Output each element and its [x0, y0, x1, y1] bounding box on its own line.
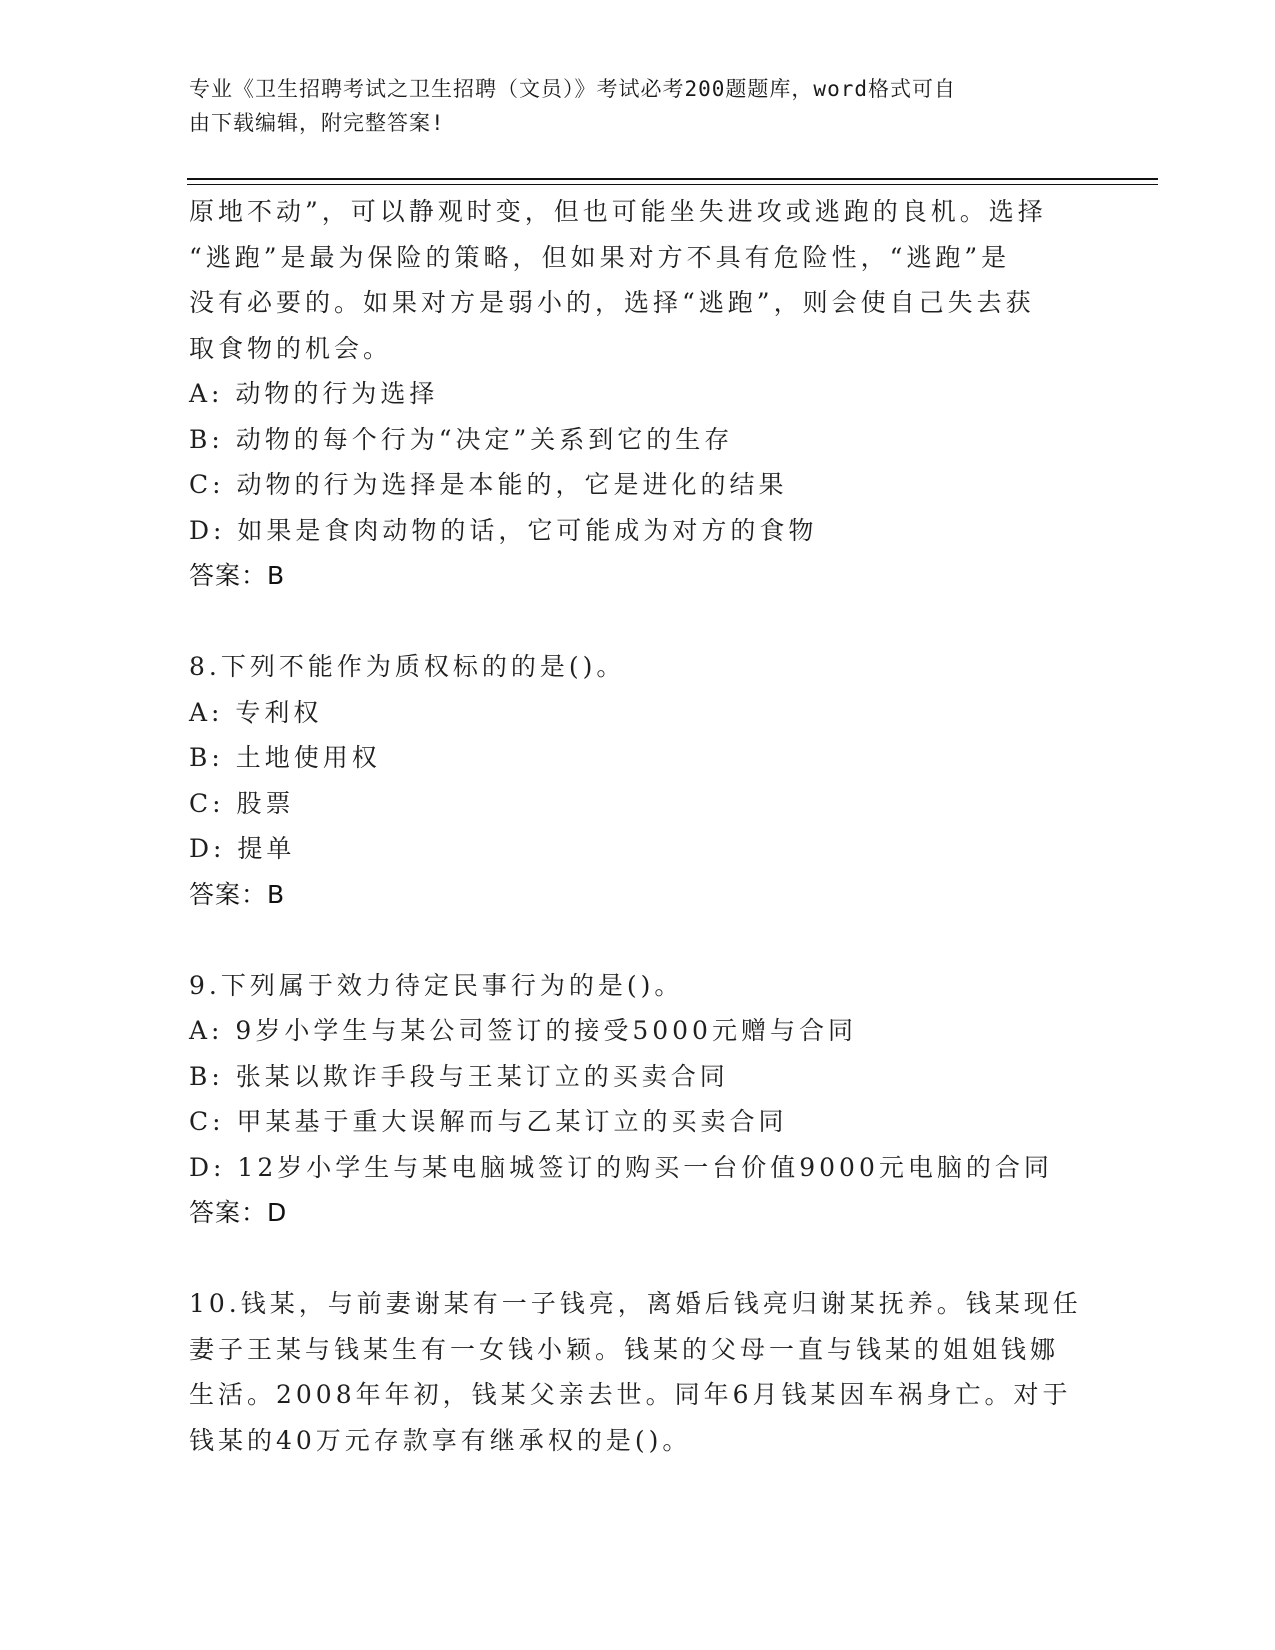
answer-line: 答案：B [189, 561, 286, 590]
question-text-line: 取食物的机会。 [189, 333, 393, 363]
header-line-2: 由下载编辑，附完整答案! [189, 111, 445, 135]
header-rule-thick [187, 178, 1158, 180]
document-header [189, 72, 1069, 140]
question-9 [189, 963, 1089, 1236]
answer-line: 答案：D [189, 1198, 288, 1227]
question-stem: 9.下列属于效力待定民事行为的是()。 [189, 970, 684, 1000]
option-c: C: 股票 [189, 788, 295, 818]
spacer [189, 917, 1089, 963]
answer-line: 答案：B [189, 879, 286, 909]
question-text-line: 生活。2008年年初，钱某父亲去世。同年6月钱某因车祸身亡。对于 [189, 1380, 1072, 1409]
question-text-line: “逃跑”是最为保险的策略，但如果对方不具有危险性，“逃跑”是 [189, 242, 1011, 272]
question-8 [189, 644, 1089, 917]
option-a: A: 专利权 [189, 697, 323, 727]
option-b: B: 土地使用权 [189, 743, 381, 772]
spacer [189, 599, 1089, 645]
header-line-1: 专业《卫生招聘考试之卫生招聘（文员）》考试必考200题题库，word格式可自 [189, 77, 956, 101]
question-text-line: 钱某的40万元存款享有继承权的是()。 [189, 1425, 692, 1455]
spacer [189, 1236, 1089, 1282]
option-d: D: 提单 [189, 834, 296, 863]
header-rule-thin [187, 184, 1158, 185]
option-d: D: 12岁小学生与某电脑城签订的购买一台价值9000元电脑的合同 [189, 1152, 1053, 1182]
option-c: C: 甲某基于重大误解而与乙某订立的买卖合同 [189, 1107, 788, 1136]
option-a: A: 9岁小学生与某公司签订的接受5000元赠与合同 [189, 1016, 857, 1045]
option-b: B: 动物的每个行为“决定”关系到它的生存 [189, 424, 734, 454]
option-b: B: 张某以欺诈手段与王某订立的买卖合同 [189, 1061, 729, 1091]
question-text-line: 10.钱某，与前妻谢某有一子钱亮，离婚后钱亮归谢某抚养。钱某现任 [189, 1289, 1082, 1318]
question-10 [189, 1281, 1089, 1463]
option-c: C: 动物的行为选择是本能的，它是进化的结果 [189, 470, 788, 499]
option-d: D: 如果是食肉动物的话，它可能成为对方的食物 [189, 515, 818, 545]
question-content [189, 189, 1089, 1463]
question-text-line: 没有必要的。如果对方是弱小的，选择“逃跑”，则会使自己失去获 [189, 288, 1035, 317]
option-a: A: 动物的行为选择 [189, 379, 439, 408]
question-7-continuation [189, 189, 1089, 599]
question-text-line: 妻子王某与钱某生有一女钱小颖。钱某的父母一直与钱某的姐姐钱娜 [189, 1334, 1060, 1364]
question-text-line: 原地不动”，可以静观时变，但也可能坐失进攻或逃跑的良机。选择 [189, 197, 1047, 226]
question-stem: 8.下列不能作为质权标的的是()。 [189, 652, 626, 681]
